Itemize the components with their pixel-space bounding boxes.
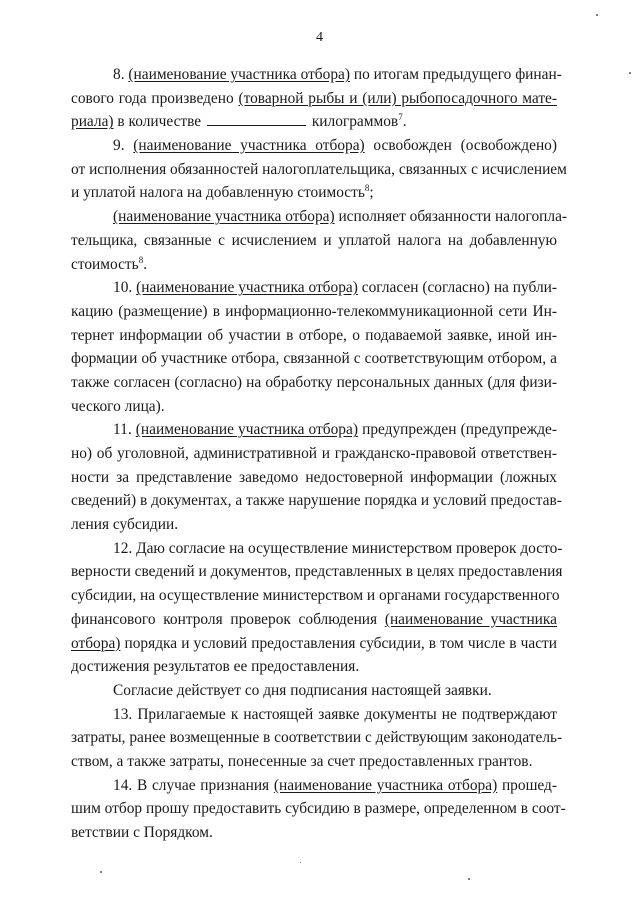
underlined-placeholder: (наименование участника отбора) bbox=[128, 66, 350, 83]
text-span: 12. Даю согласие на осуществление министерством проверок досто- bbox=[113, 539, 563, 557]
text-line bbox=[71, 87, 557, 111]
underlined-placeholder: (наименование участника bbox=[384, 610, 557, 628]
text-line bbox=[71, 395, 557, 419]
page-number: 4 bbox=[316, 30, 323, 45]
text-span: освобожден (освобождено) bbox=[364, 137, 558, 155]
footnote-ref: 8 bbox=[364, 183, 370, 194]
text-line bbox=[71, 726, 563, 750]
text-span: ством, а также затраты, понесенные за счет предоставленных грантов. bbox=[71, 752, 533, 770]
text-span: в количестве bbox=[113, 113, 205, 131]
text-span: килограммов bbox=[307, 113, 399, 131]
text-line bbox=[71, 110, 557, 134]
text-span: 11. bbox=[113, 421, 136, 439]
text-span: порядка и условий предоставления субсидии, в том числе в части bbox=[120, 634, 557, 652]
text-span: сведений) в документах, а также нарушение порядка и условий предостав- bbox=[71, 492, 562, 510]
text-line bbox=[71, 300, 557, 324]
text-line bbox=[71, 679, 557, 703]
text-line bbox=[71, 750, 557, 774]
text-span: ческого лица). bbox=[71, 397, 165, 415]
text-span: прошед- bbox=[497, 776, 558, 794]
text-line bbox=[71, 371, 557, 395]
text-span: . bbox=[402, 113, 407, 131]
text-span: также согласен (согласно) на обработку персональных данных (для физи- bbox=[71, 373, 557, 391]
footnote-ref: 7 bbox=[398, 112, 403, 123]
text-span: от исполнения обязанностей налогоплательщика, связанных с исчислением bbox=[71, 160, 567, 178]
text-span: по итогам предыдущего финан- bbox=[349, 66, 562, 83]
text-line bbox=[71, 821, 557, 845]
text-span: сового года произведено bbox=[71, 89, 239, 107]
text-line bbox=[71, 560, 563, 584]
text-span: ; bbox=[369, 184, 374, 202]
text-span: стоимость bbox=[71, 255, 139, 273]
text-span: субсидии, на осуществление министерством и органами государственного bbox=[71, 587, 560, 605]
text-span: достижения результатов ее предоставления. bbox=[71, 658, 360, 676]
text-span: 8. bbox=[113, 66, 129, 83]
footnote-ref: 8 bbox=[138, 254, 144, 265]
text-span: Согласие действует со дня подписания настоящей заявки. bbox=[113, 681, 492, 699]
text-line bbox=[71, 253, 557, 277]
text-line bbox=[71, 608, 557, 632]
underlined-placeholder: (наименование участника отбора) bbox=[133, 137, 365, 155]
underlined-placeholder: (наименование участника отбора) bbox=[135, 421, 358, 439]
text-span: верности сведений и документов, представленных в целях предоставления bbox=[71, 563, 563, 581]
text-span: и уплатой налога на добавленную стоимость bbox=[71, 184, 365, 202]
text-line bbox=[71, 158, 567, 182]
text-line bbox=[71, 537, 563, 561]
underlined-placeholder: (наименование участника отбора) bbox=[113, 208, 335, 226]
fill-in-blank bbox=[207, 112, 306, 126]
text-line bbox=[71, 347, 557, 371]
text-line bbox=[71, 774, 557, 798]
text-span: финансового контроля проверок соблюдения bbox=[71, 610, 385, 628]
text-span: согласен (согласно) на публи- bbox=[357, 279, 558, 297]
text-line bbox=[71, 466, 557, 490]
text-span: кацию (размещение) в информационно-телекоммуникационной сети Ин- bbox=[71, 302, 557, 320]
text-line bbox=[71, 63, 562, 87]
text-line bbox=[71, 276, 557, 300]
text-span: . bbox=[143, 255, 148, 273]
underlined-placeholder: (наименование участника отбора) bbox=[273, 776, 498, 794]
text-line bbox=[71, 418, 557, 442]
text-span: ления субсидии. bbox=[71, 516, 179, 534]
text-span: 9. bbox=[113, 137, 134, 155]
text-line bbox=[71, 181, 557, 205]
text-span: тернет информации об участии в отборе, о подаваемой заявке, иной ин- bbox=[71, 326, 557, 344]
text-span: тельщика, связанные с исчислением и уплатой налога на добавленную bbox=[71, 231, 557, 249]
text-line bbox=[71, 513, 557, 537]
text-line bbox=[71, 632, 557, 656]
underlined-placeholder: риала) bbox=[71, 113, 114, 131]
text-span: ности за представление заведомо недостоверной информации (ложных bbox=[71, 468, 557, 486]
underlined-placeholder: отбора) bbox=[71, 634, 121, 652]
text-span: шим отбор прошу предоставить субсидию в размере, определенном в соот- bbox=[71, 800, 566, 818]
text-span: 14. В случае признания bbox=[113, 776, 274, 794]
underlined-placeholder: (наименование участника отбора) bbox=[136, 279, 358, 297]
text-line bbox=[71, 229, 557, 253]
text-line bbox=[71, 797, 566, 821]
text-line bbox=[71, 584, 560, 608]
text-line bbox=[71, 655, 557, 679]
text-span: 10. bbox=[113, 279, 137, 297]
text-span: ветствии с Порядком. bbox=[71, 824, 213, 841]
text-span: затраты, ранее возмещенные в соответствии с действующим законодатель- bbox=[71, 729, 563, 747]
text-span: предупрежден (предупрежде- bbox=[357, 421, 557, 439]
underlined-placeholder: (товарной рыбы и (или) рыбопосадочного мате- bbox=[238, 89, 558, 107]
text-line bbox=[71, 324, 557, 348]
text-line bbox=[71, 703, 557, 727]
text-line bbox=[71, 205, 568, 229]
text-span: формации об участнике отбора, связанной с соответствующим отбором, а bbox=[71, 350, 557, 368]
text-line bbox=[71, 442, 557, 466]
document-body bbox=[71, 63, 568, 845]
text-span: но) об уголовной, административной и гражданско-правовой ответствен- bbox=[71, 445, 557, 462]
text-line bbox=[71, 489, 562, 513]
text-line bbox=[71, 134, 557, 158]
text-span: 13. Прилагаемые к настоящей заявке документы не подтверждают bbox=[113, 705, 557, 723]
text-span: исполняет обязанности налогопла- bbox=[334, 208, 568, 226]
